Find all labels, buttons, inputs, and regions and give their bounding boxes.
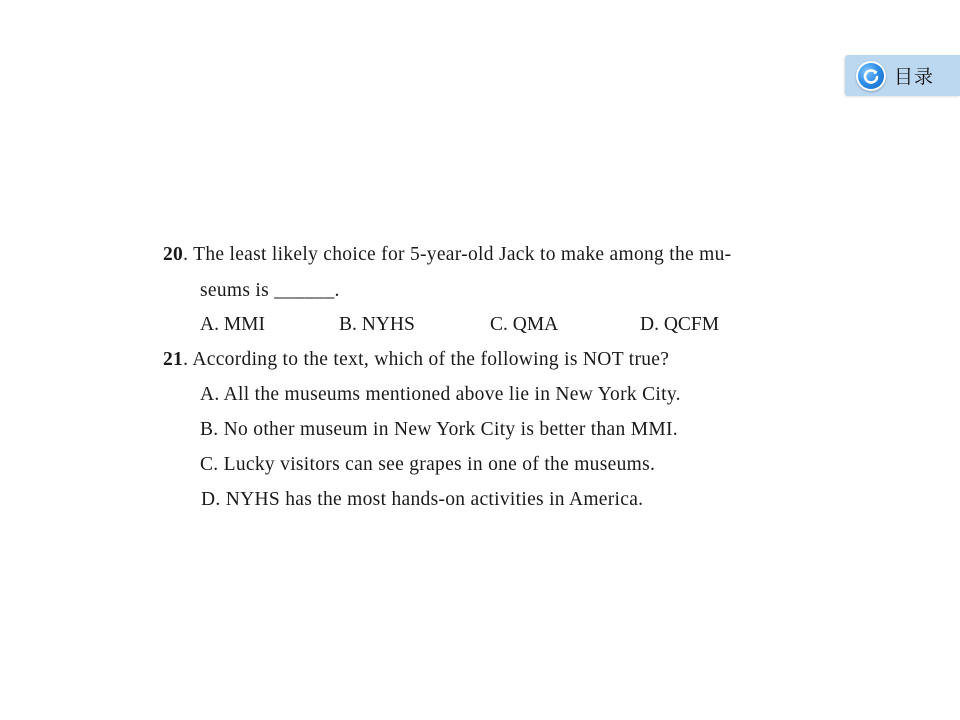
refresh-icon	[856, 61, 886, 91]
question-20-option-a[interactable]: A. MMI	[200, 314, 266, 335]
question-20-option-b[interactable]: B. NYHS	[339, 314, 415, 335]
question-number: 21	[163, 349, 184, 370]
question-21-option-c[interactable]: C. Lucky visitors can see grapes in one of the museums.	[200, 454, 656, 475]
question-21-option-b[interactable]: B. No other museum in New York City is better than MMI.	[200, 419, 678, 440]
question-20-stem-line1	[163, 243, 731, 267]
question-text: . The least likely choice for 5-year-old Jack to make among the mu-	[183, 244, 732, 265]
question-number: 20	[163, 244, 184, 265]
question-20-option-d[interactable]: D. QCFM	[640, 314, 720, 335]
toc-label: 目录	[894, 66, 935, 88]
question-21-option-a[interactable]: A. All the museums mentioned above lie in New York City.	[200, 384, 681, 405]
toc-button[interactable]	[845, 55, 960, 96]
question-text: . According to the text, which of the following is NOT true?	[183, 349, 670, 370]
question-20-stem-line2: seums is ______.	[200, 280, 340, 301]
question-21-stem	[163, 348, 669, 372]
question-21-option-d[interactable]: D. NYHS has the most hands-on activities in America.	[201, 489, 644, 510]
question-20-option-c[interactable]: C. QMA	[490, 314, 559, 335]
